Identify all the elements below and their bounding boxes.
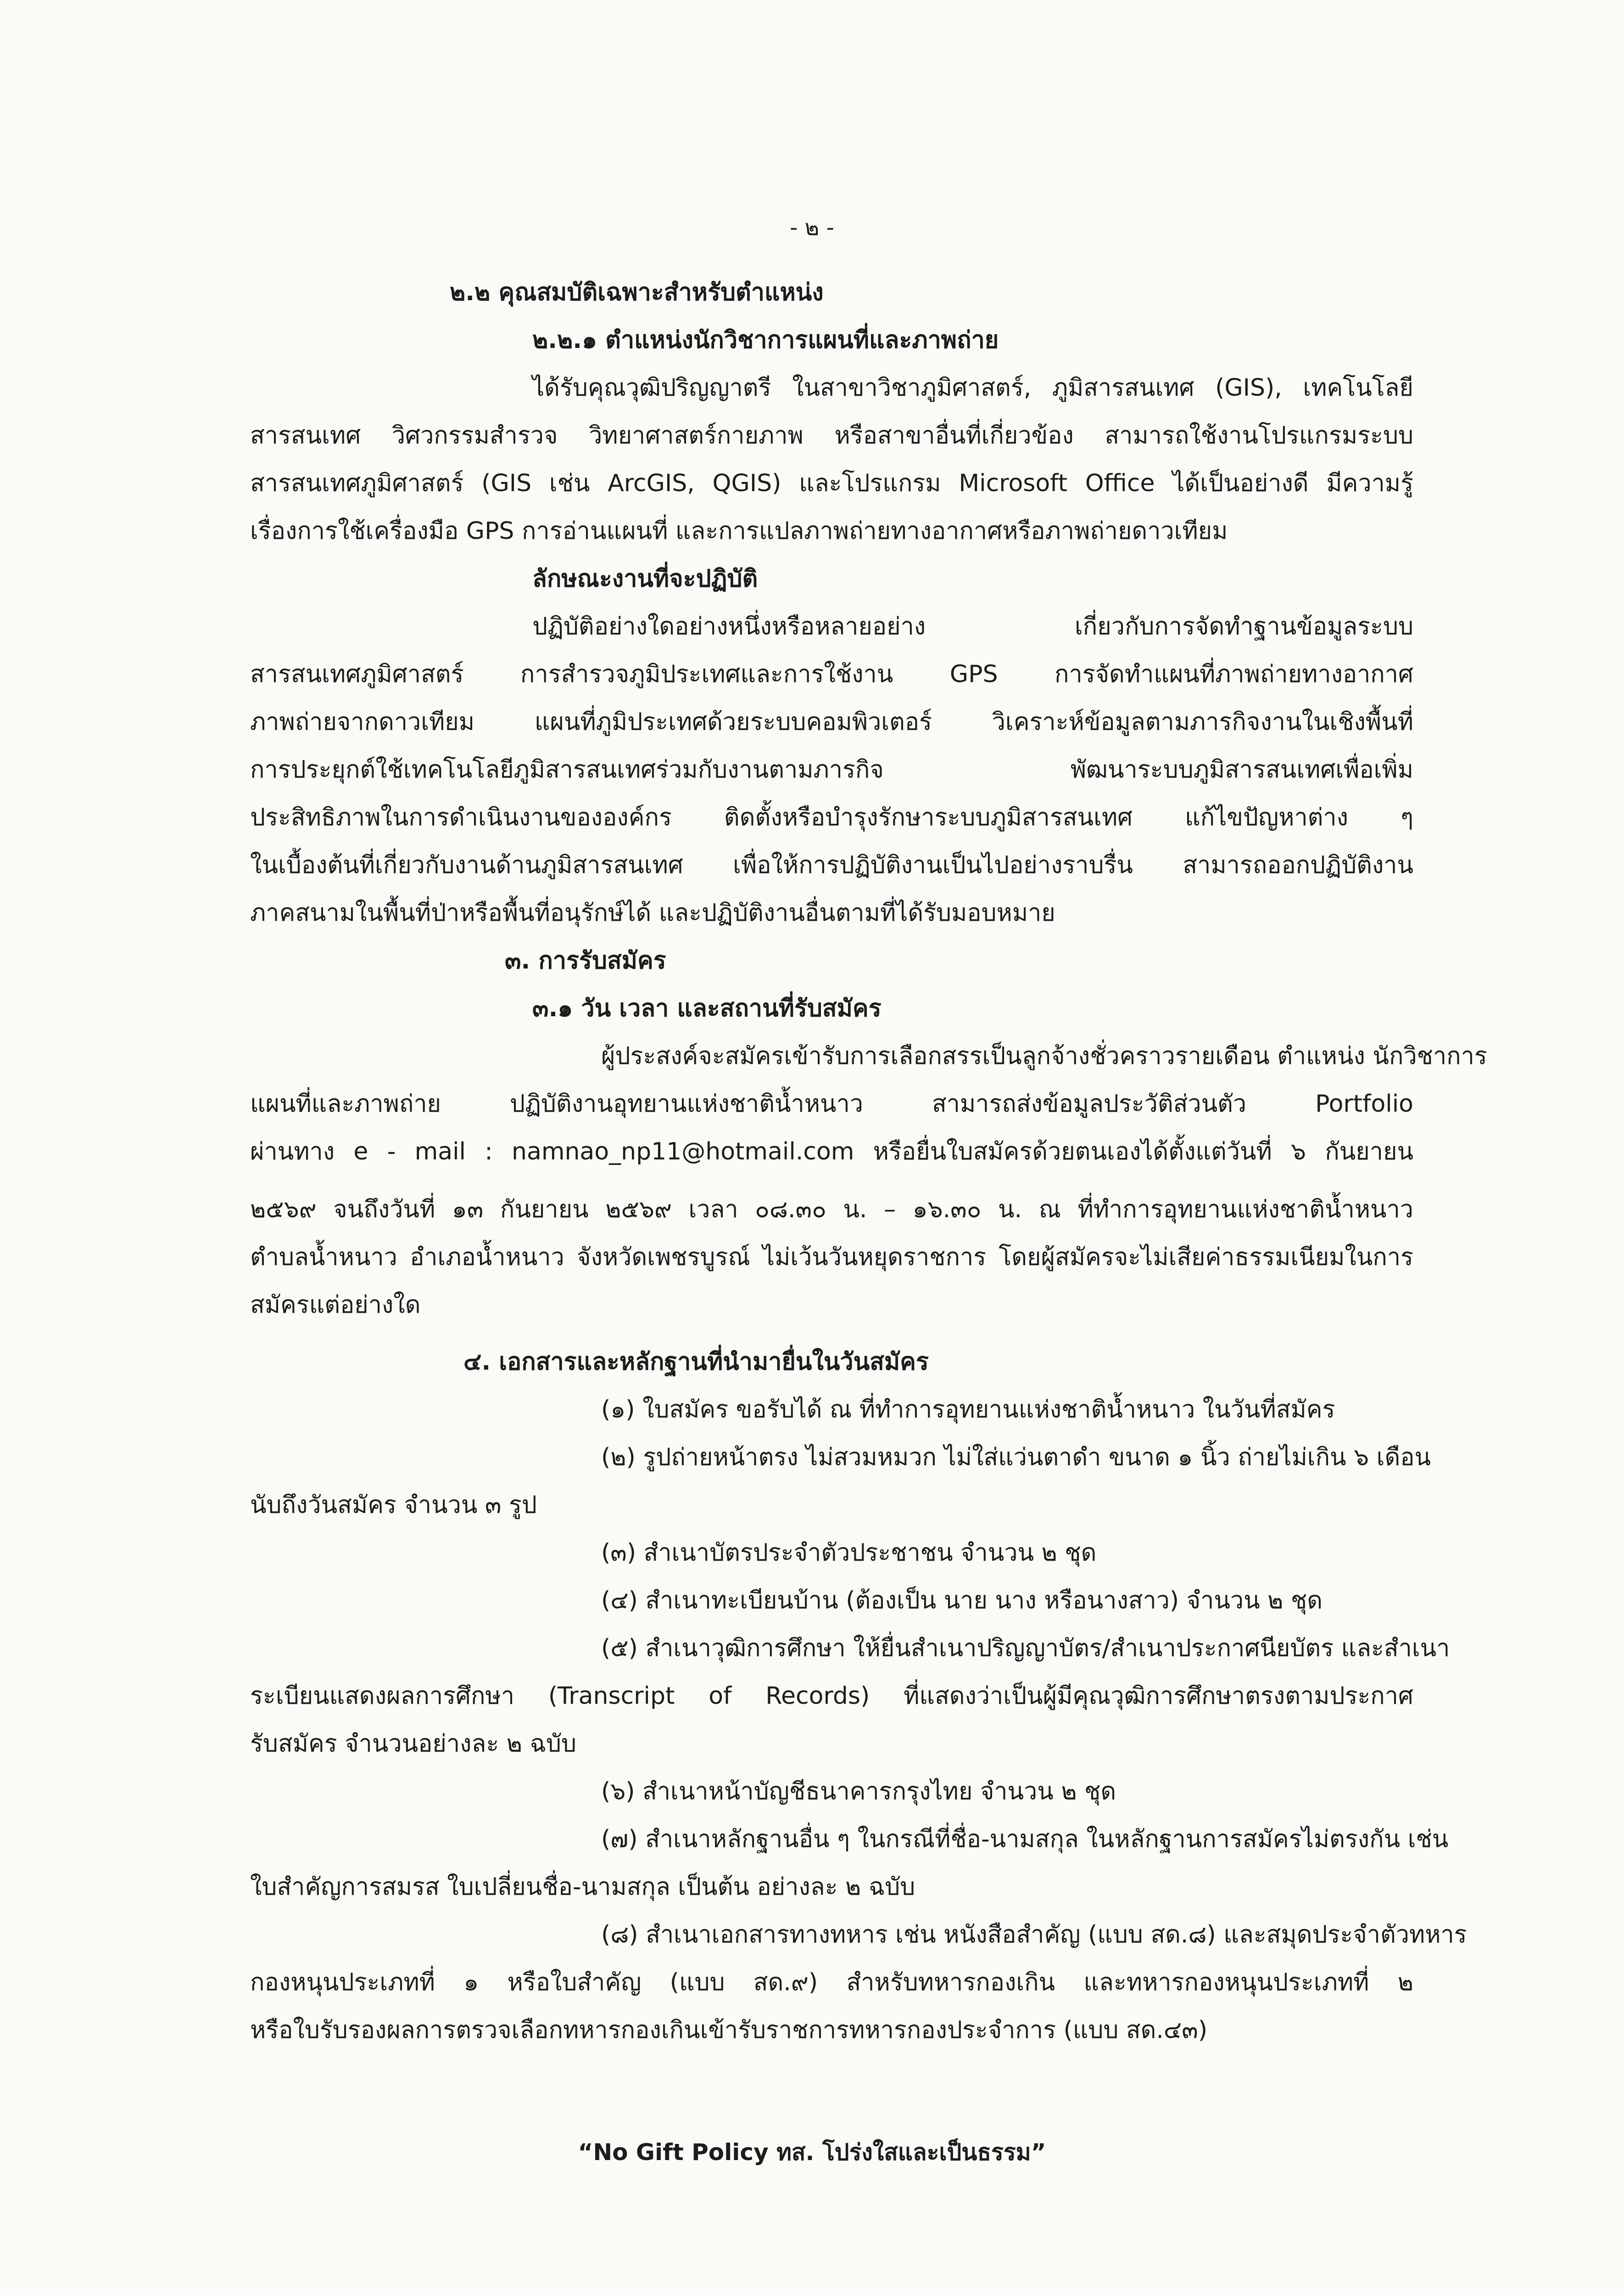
list-item-text: (๒) รูปถ่ายหน้าตรง ไม่สวมหมวก ไม่ใส่แว่นตาดำ ขนาด ๑ นิ้ว ถ่ายไม่เกิน ๖ เดือน: [601, 1444, 1431, 1471]
application-line: ตำบลน้ำหนาว อำเภอน้ำหนาว จังหวัดเพชรบูรณ์ ไม่เว้นวันหยุดราชการ โดยผู้สมัครจะไม่เสียค่าธรรมเนียมในการ: [250, 1243, 1413, 1271]
section-4-heading: ๔. เอกสารและหลักฐานที่นำมายื่นในวันสมัคร: [463, 1348, 929, 1376]
list-item-text: กองหนุนประเภทที่ ๑ หรือใบสำคัญ (แบบ สด.๙) สำหรับทหารกองเกิน และทหารกองหนุนประเภทที่ ๒: [250, 1969, 1413, 1996]
footer-slogan: “No Gift Policy ทส. โปร่งใสและเป็นธรรม”: [578, 2139, 1046, 2166]
list-item-text: นับถึงวันสมัคร จำนวน ๓ รูป: [250, 1491, 537, 1519]
documents-list: [250, 1386, 1467, 2054]
application-line: ๒๕๖๙ จนถึงวันที่ ๑๓ กันยายน ๒๕๖๙ เวลา ๐๘.๓๐ น. – ๑๖.๓๐ น. ณ ที่ทำการอุทยานแห่งชาติน้ำหนาว: [250, 1196, 1413, 1223]
list-item: [250, 1433, 1431, 1529]
list-item-text: รับสมัคร จำนวนอย่างละ ๒ ฉบับ: [250, 1730, 577, 1758]
duties-line: ภาพถ่ายจากดาวเทียม แผนที่ภูมิประเทศด้วยระบบคอมพิวเตอร์ วิเคราะห์ข้อมูลตามภารกิจงานในเชิงพื้นที่: [250, 708, 1413, 736]
application-paragraph: [250, 1032, 1487, 1329]
qualification-line: สารสนเทศ วิศวกรรมสำรวจ วิทยาศาสตร์กายภาพ หรือสาขาอื่นที่เกี่ยวข้อง สามารถใช้งานโปรแกรมระบบ: [250, 422, 1413, 449]
document-body: [250, 269, 1487, 2054]
list-item-text: ระเบียนแสดงผลการศึกษา (Transcript of Records) ที่แสดงว่าเป็นผู้มีคุณวุฒิการศึกษาตรงตามประกาศ: [250, 1682, 1413, 1710]
list-item-text: (๗) สำเนาหลักฐานอื่น ๆ ในกรณีที่ชื่อ-นามสกุล ในหลักฐานการสมัครไม่ตรงกัน เช่น: [601, 1825, 1449, 1853]
application-line: แผนที่และภาพถ่าย ปฏิบัติงานอุทยานแห่งชาติน้ำหนาว สามารถส่งข้อมูลประวัติส่วนตัว Portfolio: [250, 1090, 1413, 1118]
list-item-text: (๓) สำเนาบัตรประจำตัวประชาชน จำนวน ๒ ชุด: [601, 1539, 1097, 1567]
section-2-2-heading: ๒.๒ คุณสมบัติเฉพาะสำหรับตำแหน่ง: [450, 279, 824, 306]
duties-paragraph: [250, 603, 1413, 937]
application-line: สมัครแต่อย่างใด: [250, 1291, 421, 1319]
page-number: - ๒ -: [790, 215, 834, 241]
list-item: [250, 1386, 1413, 1433]
application-line: ผู้ประสงค์จะสมัครเข้ารับการเลือกสรรเป็นลูกจ้างชั่วคราวรายเดือน ตำแหน่ง นักวิชาการ: [601, 1042, 1487, 1070]
list-item: [250, 1529, 1413, 1577]
list-item-text: (๔) สำเนาทะเบียนบ้าน (ต้องเป็น นาย นาง หรือนางสาว) จำนวน ๒ ชุด: [601, 1587, 1323, 1614]
application-line: ผ่านทาง e - mail : namnao_np11@hotmail.com หรือยื่นใบสมัครด้วยตนเองได้ตั้งแต่วันที่ ๖ กันยายน: [250, 1138, 1413, 1165]
list-item-text: (๖) สำเนาหน้าบัญชีธนาคารกรุงไทย จำนวน ๒ ชุด: [601, 1778, 1116, 1805]
section-3-1-heading: ๓.๑ วัน เวลา และสถานที่รับสมัคร: [532, 995, 882, 1022]
list-item: [250, 1815, 1449, 1911]
qualification-line: เรื่องการใช้เครื่องมือ GPS การอ่านแผนที่ และการแปลภาพถ่ายทางอากาศหรือภาพถ่ายดาวเทียม: [250, 517, 1228, 545]
list-item-text: (๘) สำเนาเอกสารทางทหาร เช่น หนังสือสำคัญ (แบบ สด.๘) และสมุดประจำตัวทหาร: [601, 1921, 1467, 1948]
list-item-text: หรือใบรับรองผลการตรวจเลือกทหารกองเกินเข้ารับราชการทหารกองประจำการ (แบบ สด.๔๓): [250, 2016, 1208, 2044]
duties-line: ปฏิบัติอย่างใดอย่างหนึ่งหรือหลายอย่าง เกี่ยวกับการจัดทำฐานข้อมูลระบบ: [532, 613, 1413, 640]
duties-line: การประยุกต์ใช้เทคโนโลยีภูมิสารสนเทศร่วมกับงานตามภารกิจ พัฒนาระบบภูมิสารสนเทศเพื่อเพิ่ม: [250, 756, 1413, 784]
qualification-line: ได้รับคุณวุฒิปริญญาตรี ในสาขาวิชาภูมิศาสตร์, ภูมิสารสนเทศ (GIS), เทคโนโลยี: [532, 374, 1413, 402]
duties-line: ภาคสนามในพื้นที่ป่าหรือพื้นที่อนุรักษ์ได้ และปฏิบัติงานอื่นตามที่ได้รับมอบหมาย: [250, 899, 1055, 927]
list-item-text: (๑) ใบสมัคร ขอรับได้ ณ ที่ทำการอุทยานแห่งชาติน้ำหนาว ในวันที่สมัคร: [601, 1396, 1335, 1423]
list-item-text: (๕) สำเนาวุฒิการศึกษา ให้ยื่นสำเนาปริญญาบัตร/สำเนาประกาศนียบัตร และสำเนา: [601, 1634, 1450, 1662]
section-3-heading: ๓. การรับสมัคร: [505, 947, 666, 974]
duties-line: ในเบื้องต้นที่เกี่ยวกับงานด้านภูมิสารสนเทศ เพื่อให้การปฏิบัติงานเป็นไปอย่างราบรื่น สามารถออกปฏิบัติงาน: [250, 851, 1413, 879]
qualification-line: สารสนเทศภูมิศาสตร์ (GIS เช่น ArcGIS, QGIS) และโปรแกรม Microsoft Office ได้เป็นอย่างดี มีความรู้: [250, 470, 1413, 497]
list-item: [250, 1624, 1450, 1768]
list-item: [250, 1768, 1413, 1815]
list-item: [250, 1577, 1413, 1624]
duties-line: ประสิทธิภาพในการดำเนินงานขององค์กร ติดตั้งหรือบำรุงรักษาระบบภูมิสารสนเทศ แก้ไขปัญหาต่าง ๆ: [250, 804, 1413, 831]
duties-heading: ลักษณะงานที่จะปฏิบัติ: [532, 565, 758, 593]
list-item: [250, 1911, 1467, 2054]
list-item-text: ใบสำคัญการสมรส ใบเปลี่ยนชื่อ-นามสกุล เป็นต้น อย่างละ ๒ ฉบับ: [250, 1873, 915, 1901]
duties-line: สารสนเทศภูมิศาสตร์ การสำรวจภูมิประเทศและการใช้งาน GPS การจัดทำแผนที่ภาพถ่ายทางอากาศ: [250, 661, 1413, 688]
section-2-2-1-heading: ๒.๒.๑ ตำแหน่งนักวิชาการแผนที่และภาพถ่าย: [532, 326, 999, 354]
qualification-paragraph: [250, 364, 1413, 555]
